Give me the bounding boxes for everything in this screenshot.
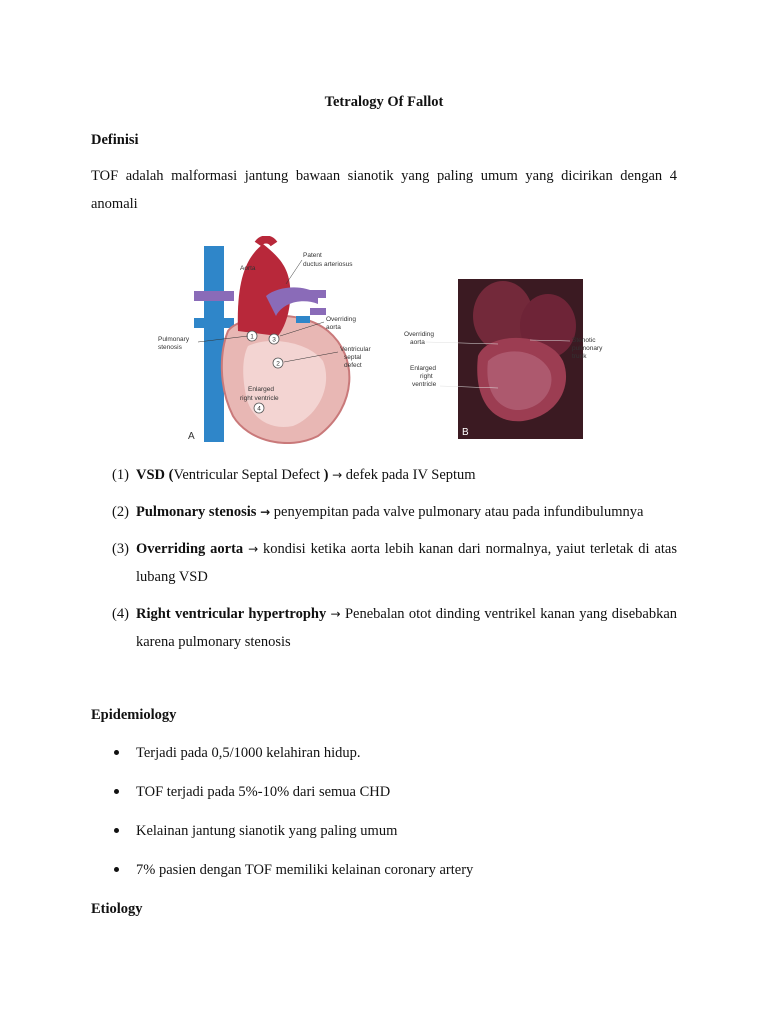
- marker-3: [269, 334, 279, 344]
- pulmonary-stenosis-description: penyempitan pada valve pulmonary atau pada infundibulumnya: [273, 504, 644, 520]
- label-b-stenotic-2: pulmonary: [572, 345, 603, 352]
- label-vsd-1: Ventricular: [340, 346, 371, 353]
- bullet-icon: [114, 789, 119, 794]
- epidemiology-item-text: 7% pasien dengan TOF memiliki kelainan coronary artery: [136, 862, 474, 878]
- list-number: (3): [112, 541, 129, 557]
- bullet-icon: [114, 867, 119, 872]
- anomalies-list: [112, 461, 677, 656]
- term-pulmonary-stenosis: Pulmonary stenosis: [136, 504, 257, 520]
- term-overriding-aorta: Overriding aorta: [136, 541, 244, 557]
- label-b-rv-1: Enlarged: [410, 365, 437, 372]
- arrow-icon: →: [332, 468, 343, 482]
- list-item-vsd: [112, 461, 677, 489]
- label-rv-1: Enlarged: [248, 386, 275, 393]
- tof-figure: [158, 236, 618, 444]
- overriding-aorta-description: kondisi ketika aorta lebih kanan dari normalnya, yaiut terletak di atas lubang VSD: [136, 541, 678, 585]
- heading-etiology: Etiology: [91, 901, 143, 917]
- heading-definisi: Definisi: [91, 132, 139, 148]
- svg-text:3: 3: [272, 336, 276, 344]
- label-b-overriding-1: Overriding: [404, 331, 434, 338]
- vein-branch-left: [194, 318, 234, 328]
- list-number: (2): [112, 504, 129, 520]
- list-item: [112, 822, 677, 861]
- list-item-rv-hypertrophy: [112, 600, 677, 656]
- label-pda-1: Patent: [303, 252, 322, 259]
- label-rv-2: right ventricle: [240, 395, 279, 402]
- vein-branch-right: [296, 316, 310, 323]
- epidemiology-item-text: Terjadi pada 0,5/1000 kelahiran hidup.: [136, 745, 361, 761]
- list-item: [112, 744, 677, 783]
- bullet-icon: [114, 828, 119, 833]
- list-item: [112, 861, 677, 900]
- vsd-close-paren: ): [323, 467, 329, 483]
- svg-text:2: 2: [276, 360, 280, 368]
- rv-hypertrophy-description: Penebalan otot dinding ventrikel kanan yang disebabkan karena pulmonary stenosis: [136, 606, 678, 650]
- label-b-overriding-2: aorta: [410, 339, 425, 346]
- marker-4: [254, 403, 264, 413]
- definisi-paragraph: TOF adalah malformasi jantung bawaan sianotik yang paling umum yang dicirikan dengan 4 anomali: [91, 168, 677, 212]
- label-aorta: Aorta: [240, 265, 256, 272]
- vsd-description: defek pada IV Septum: [345, 467, 476, 483]
- panel-a-heart-diagram: [158, 240, 372, 444]
- label-vsd-3: defect: [344, 362, 362, 369]
- arrow-icon: →: [260, 505, 271, 519]
- aortic-arch: [258, 240, 274, 245]
- panel-a-letter: A: [188, 431, 195, 442]
- list-number: (4): [112, 606, 129, 622]
- label-pda-2: ductus arteriosus: [303, 261, 353, 268]
- label-b-stenotic-3: trunk: [572, 353, 587, 360]
- pulmonary-branch-right: [308, 290, 326, 298]
- term-rv-hypertrophy: Right ventricular hypertrophy: [136, 606, 327, 622]
- list-item-overriding-aorta: [112, 535, 677, 591]
- term-vsd: VSD (: [136, 467, 174, 483]
- list-number: (1): [112, 467, 129, 483]
- label-pulmonary-2: stenosis: [158, 344, 182, 351]
- vsd-expansion: Ventricular Septal Defect: [173, 467, 324, 483]
- list-item: [112, 783, 677, 822]
- pulmonary-branch-left: [194, 291, 234, 301]
- epidemiology-list: [112, 744, 677, 900]
- svg-text:4: 4: [257, 405, 261, 413]
- label-b-rv-2: right: [420, 373, 433, 380]
- panel-b-heart-photo: [404, 279, 603, 439]
- panel-b-letter: B: [462, 427, 469, 438]
- epidemiology-item-text: Kelainan jantung sianotik yang paling umum: [136, 823, 398, 839]
- bullet-icon: [114, 750, 119, 755]
- pulmonary-branch-right-lower: [310, 308, 326, 315]
- epidemiology-item-text: TOF terjadi pada 5%-10% dari semua CHD: [136, 784, 391, 800]
- label-vsd-2: septal: [344, 354, 362, 361]
- label-b-rv-3: ventricle: [412, 381, 437, 388]
- label-overriding-1: Overriding: [326, 316, 356, 323]
- marker-2: [273, 358, 283, 368]
- vena-cava: [204, 246, 224, 442]
- heading-epidemiology: Epidemiology: [91, 707, 177, 723]
- label-pulmonary-1: Pulmonary: [158, 336, 190, 343]
- marker-1: [247, 331, 257, 341]
- svg-text:1: 1: [250, 333, 254, 341]
- document-title: Tetralogy Of Fallot: [324, 94, 444, 110]
- label-overriding-2: aorta: [326, 324, 341, 331]
- arrow-icon: →: [248, 542, 259, 556]
- arrow-icon: →: [330, 607, 341, 621]
- label-b-stenotic-1: Stenotic: [572, 337, 596, 344]
- list-item-pulmonary-stenosis: [112, 498, 677, 526]
